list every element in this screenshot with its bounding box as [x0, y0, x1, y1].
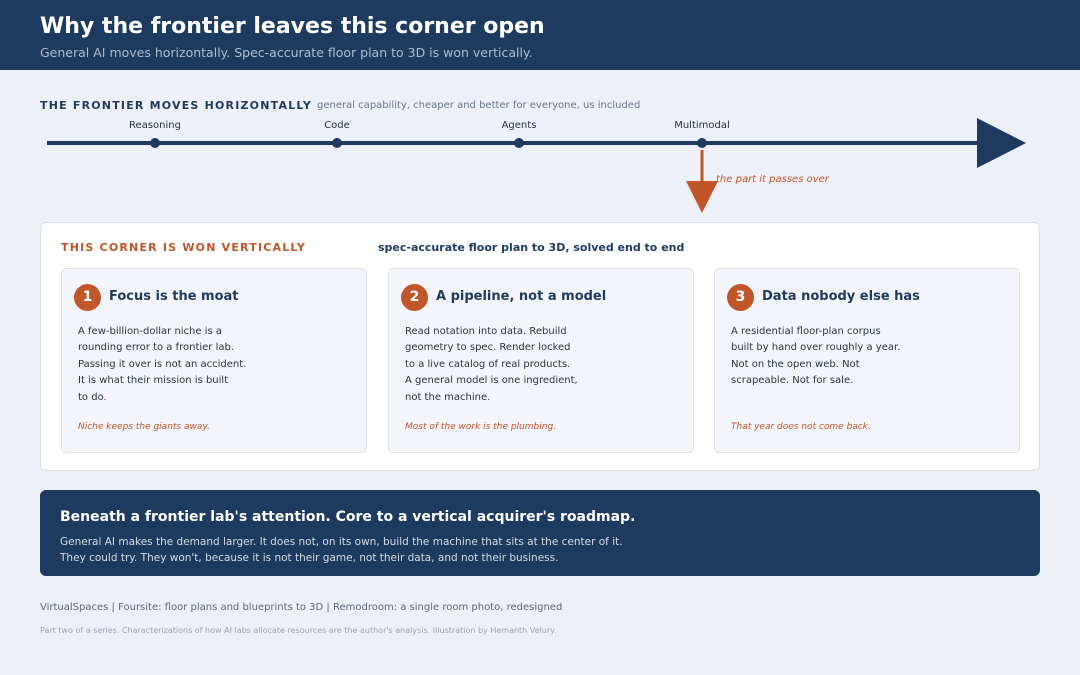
tick-dot-reasoning	[150, 138, 160, 148]
card-body-line: built by hand over roughly a year.	[731, 342, 901, 354]
corner-section-label: THIS CORNER IS WON VERTICALLY	[61, 241, 307, 254]
card-title: A pipeline, not a model	[436, 289, 607, 304]
card-footnote: That year does not come back.	[731, 422, 871, 432]
banner-title: Beneath a frontier lab's attention. Core to a vertical acquirer's roadmap.	[60, 509, 636, 525]
tick-dot-code	[332, 138, 342, 148]
card-body-line: A general model is one ingredient,	[405, 375, 578, 387]
card-title: Data nobody else has	[762, 289, 920, 304]
card-body-line: A residential floor-plan corpus	[731, 326, 881, 337]
tick-label-agents: Agents	[501, 120, 537, 131]
passover-label: the part it passes over	[716, 174, 829, 185]
card-body-line: to do.	[78, 391, 107, 403]
frontier-section-note: general capability, cheaper and better for everyone, us included	[317, 100, 641, 111]
card-pipeline	[388, 268, 694, 453]
card-proprietary-data	[714, 268, 1020, 453]
tick-dot-agents	[514, 138, 524, 148]
card-body-line: It is what their mission is built	[78, 375, 229, 387]
card-footnote: Niche keeps the giants away.	[78, 422, 210, 432]
vertical-corner-panel	[40, 222, 1040, 471]
card-body	[731, 324, 1011, 390]
banner-line-2: They could try. They won't, because it is not their game, not their data, and not their business.	[60, 552, 559, 564]
footer-products: VirtualSpaces | Foursite: floor plans and blueprints to 3D | Remodroom: a single room photo, redesigned	[40, 602, 563, 613]
conclusion-banner	[40, 490, 1040, 576]
footer-credit: Part two of a series. Characterizations of how AI labs allocate resources are the author's analysis. Illustration by Hemanth Velury.	[40, 626, 557, 635]
page-title: Why the frontier leaves this corner open	[40, 14, 545, 39]
card-body-line: geometry to spec. Render locked	[405, 342, 571, 354]
card-body-line: A few-billion-dollar niche is a	[78, 326, 223, 337]
card-body-line: Read notation into data. Rebuild	[405, 326, 567, 337]
card-body-line: scrapeable. Not for sale.	[731, 375, 854, 387]
card-focus-moat	[61, 268, 367, 453]
tick-label-multimodal: Multimodal	[674, 120, 730, 131]
card-body-line: rounding error to a frontier lab.	[78, 342, 235, 354]
header-bar	[0, 0, 1080, 70]
card-footnote: Most of the work is the plumbing.	[405, 422, 557, 432]
frontier-section-label: THE FRONTIER MOVES HORIZONTALLY	[40, 99, 313, 112]
banner-line-1: General AI makes the demand larger. It does not, on its own, build the machine that sits at the center of it.	[60, 536, 623, 548]
card-body-line: Passing it over is not an accident.	[78, 358, 247, 370]
tick-dot-multimodal	[697, 138, 707, 148]
page-subtitle: General AI moves horizontally. Spec-accurate floor plan to 3D is won vertically.	[40, 45, 533, 60]
card-body	[405, 324, 685, 406]
card-title: Focus is the moat	[109, 289, 239, 304]
card-body-line: to a live catalog of real products.	[405, 358, 571, 370]
card-body-line: not the machine.	[405, 391, 491, 403]
card-body-line: Not on the open web. Not	[731, 358, 860, 370]
tick-label-code: Code	[324, 120, 350, 131]
tick-label-reasoning: Reasoning	[129, 120, 181, 131]
frontier-axis-arrowhead	[977, 118, 1026, 168]
card-number-badge: 2	[401, 284, 428, 311]
card-number-badge: 3	[727, 284, 754, 311]
card-number-badge: 1	[74, 284, 101, 311]
corner-section-note: spec-accurate floor plan to 3D, solved end to end	[378, 241, 685, 254]
passover-arrow-head	[686, 181, 718, 213]
card-body	[78, 324, 358, 406]
